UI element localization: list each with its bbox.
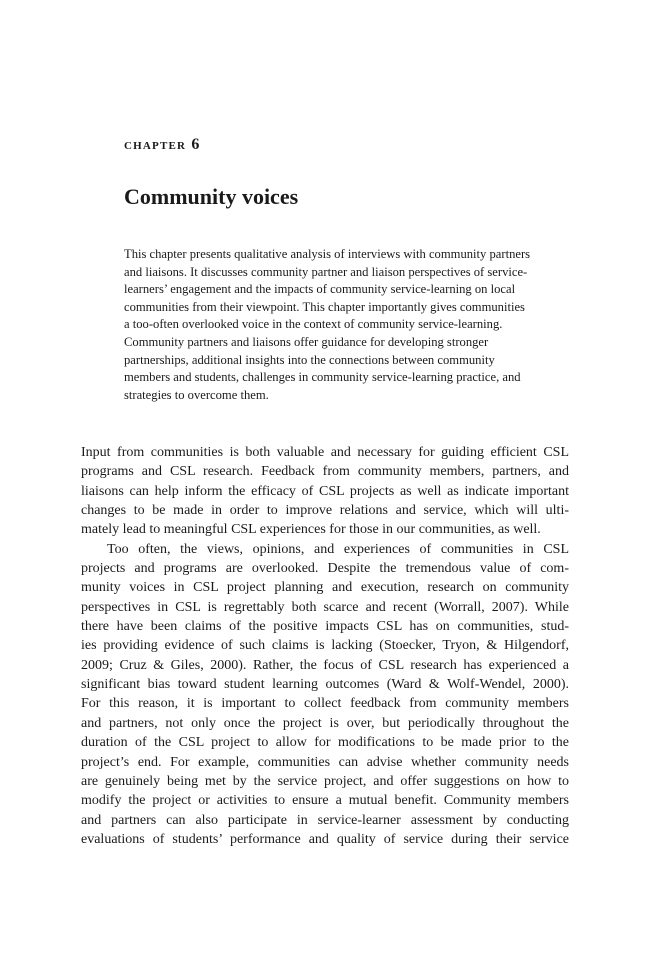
abstract-line: communities from their viewpoint. This chapter importantly gives communities <box>124 299 525 314</box>
body-line: project’s end. For example, communities can advise whether community needs <box>81 754 569 770</box>
body-line: perspectives in CSL is regrettably both scarce and recent (Worrall, 2007). While <box>81 599 569 615</box>
body-line: changes to be made in order to improve relations and service, which will ulti- <box>81 503 569 519</box>
body-line: there have been claims of the positive impacts CSL has on communities, stud- <box>81 619 569 635</box>
body-line: modify the project or activities to ensure a mutual benefit. Community members <box>81 793 569 809</box>
abstract-line: members and students, challenges in community service-learning practice, and <box>124 370 521 385</box>
abstract-line: Community partners and liaisons offer guidance for developing stronger <box>124 334 489 349</box>
body-line: are genuinely being met by the service project, and offer suggestions on how to <box>81 773 569 789</box>
chapter-label: chapter 6 <box>124 136 201 153</box>
abstract-line: learners’ engagement and the impacts of community service-learning on local <box>124 282 516 297</box>
body-text <box>81 443 569 849</box>
body-line: For this reason, it is important to collect feedback from community members <box>81 696 569 712</box>
body-line: evaluations of students’ performance and quality of service during their service <box>81 831 569 847</box>
body-line: 2009; Cruz & Giles, 2000). Rather, the focus of CSL research has experienced a <box>81 657 569 673</box>
body-line: Input from communities is both valuable and necessary for guiding efficient CSL <box>81 445 569 460</box>
body-line: programs and CSL research. Feedback from community members, partners, and <box>81 464 569 480</box>
body-line: and partners, not only once the project is over, but periodically throughout the <box>81 715 569 731</box>
body-line: projects and programs are overlooked. Despite the tremendous value of com- <box>81 561 569 577</box>
body-line: and partners can also participate in service-learner assessment by conducting <box>81 812 569 828</box>
chapter-title: Community voices <box>124 184 299 209</box>
body-line: Too often, the views, opinions, and experiences of communities in CSL <box>107 541 569 557</box>
abstract-line: partnerships, additional insights into the connections between community <box>124 352 495 367</box>
body-line: mately lead to meaningful CSL experiences for those in our communities, as well. <box>81 522 541 538</box>
body-line: ies providing evidence of such claims is lacking (Stoecker, Tryon, & Hilgendorf, <box>81 638 569 654</box>
body-line: liaisons can help inform the efficacy of CSL projects as well as indicate important <box>81 483 569 499</box>
abstract-line: strategies to overcome them. <box>124 387 269 402</box>
abstract-line: a too-often overlooked voice in the context of community service-learning. <box>124 317 503 332</box>
body-line: significant bias toward student learning outcomes (Ward & Wolf-Wendel, 2000). <box>81 677 569 693</box>
chapter-abstract <box>124 246 564 404</box>
abstract-line: and liaisons. It discusses community partner and liaison perspectives of service- <box>124 264 528 279</box>
body-line: duration of the CSL project to allow for modifications to be made prior to the <box>81 735 569 751</box>
body-line: munity voices in CSL project planning and execution, research on community <box>81 580 569 596</box>
abstract-line: This chapter presents qualitative analysis of interviews with community partners <box>124 247 531 261</box>
